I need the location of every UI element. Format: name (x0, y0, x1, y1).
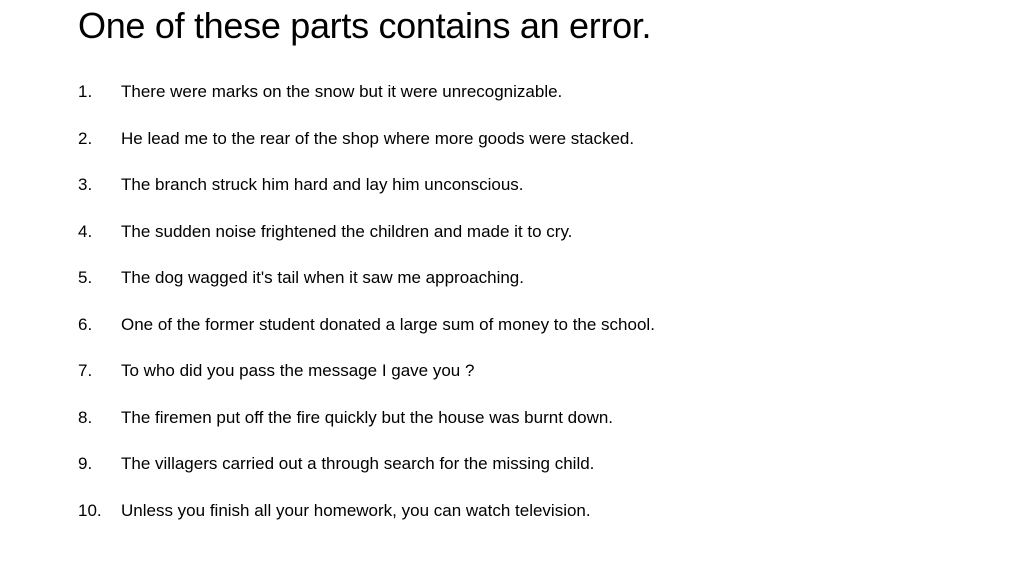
item-text: The branch struck him hard and lay him unconscious. (121, 175, 524, 194)
item-number: 7. (78, 361, 93, 380)
list-item (78, 127, 655, 174)
item-number: 3. (78, 175, 93, 194)
item-text: One of the former student donated a large sum of money to the school. (121, 314, 655, 334)
list-item (78, 80, 655, 127)
list-item (78, 499, 655, 546)
item-text: There were marks on the snow but it were unrecognizable. (121, 82, 563, 101)
item-text: The firemen put off the fire quickly but the house was burnt down. (121, 407, 614, 427)
item-text: He lead me to the rear of the shop where more goods were stacked. (121, 128, 635, 148)
item-number: 6. (78, 314, 93, 334)
item-number: 4. (78, 221, 93, 241)
item-number: 1. (78, 82, 93, 101)
list-item (78, 452, 655, 499)
item-text: The sudden noise frightened the children and made it to cry. (121, 221, 573, 241)
item-number: 2. (78, 128, 93, 148)
item-text: The dog wagged it's tail when it saw me approaching. (121, 268, 524, 287)
list-item (78, 406, 655, 453)
item-number: 10. (78, 500, 102, 520)
item-number: 8. (78, 407, 93, 427)
list-item (78, 266, 655, 313)
list-item (78, 313, 655, 360)
list-item (78, 220, 655, 267)
item-text: The villagers carried out a through search for the missing child. (121, 454, 595, 473)
item-number: 5. (78, 268, 93, 287)
item-text: Unless you finish all your homework, you can watch television. (121, 500, 591, 520)
item-number: 9. (78, 454, 93, 473)
list-item (78, 359, 655, 406)
sentence-list (78, 80, 655, 545)
slide-title: One of these parts contains an error. (78, 5, 652, 46)
item-text: To who did you pass the message I gave you ? (121, 361, 475, 380)
list-item (78, 173, 655, 220)
